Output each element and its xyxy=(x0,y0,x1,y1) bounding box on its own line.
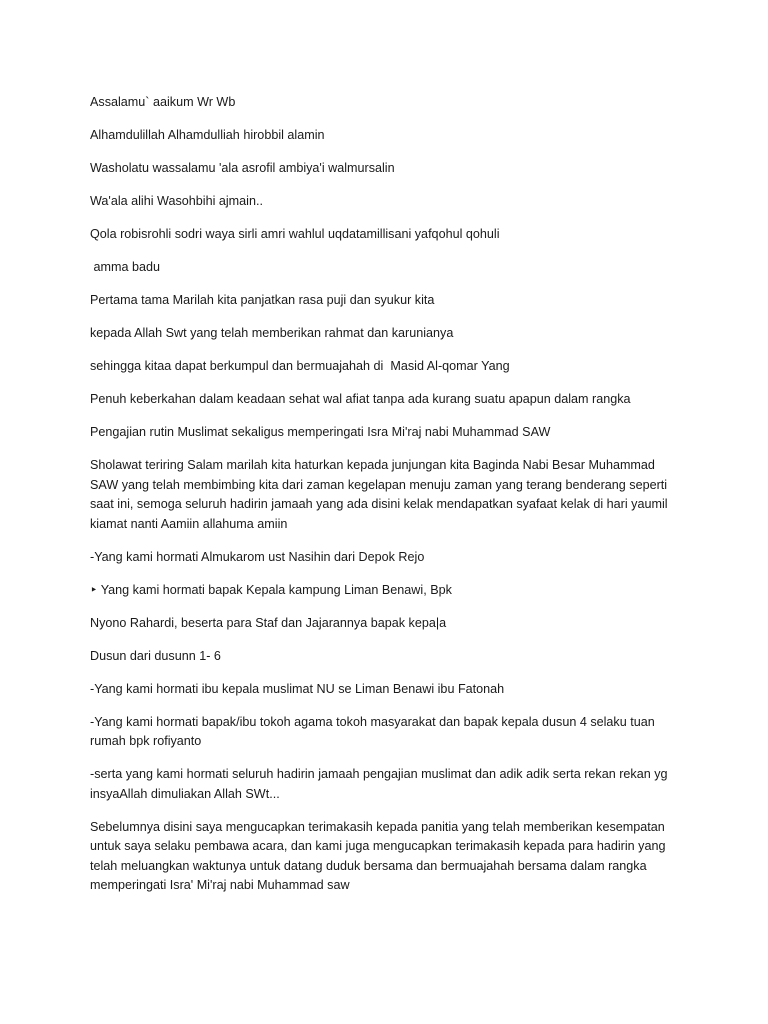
paragraph-sholawat-salam: Sholawat teriring Salam marilah kita haturkan kepada junjungan kita Baginda Nabi Besar Muhammad SAW yang telah membimbing kita dari zaman kegelapan menuju zaman yang terang benderang seperti saat ini, semoga seluruh hadirin jamaah yang ada disini kelak mendapatkan syafaat kelak di hari yaumil kiamat nanti Aamiin allahuma amiin xyxy=(90,458,672,531)
paragraph-sholawat: Washolatu wassalamu 'ala asrofil ambiya'i walmursalin xyxy=(90,161,395,175)
paragraph-hamdalah: Alhamdulillah Alhamdulliah hirobbil alamin xyxy=(90,128,325,142)
paragraph-greeting: Assalamu` aaikum Wr Wb xyxy=(90,95,236,109)
paragraph-opening-3: sehingga kitaa dapat berkumpul dan bermuajahah di Masid Al-qomar Yang xyxy=(90,359,510,373)
paragraph-opening-5: Pengajian rutin Muslimat sekaligus memperingati Isra Mi'raj nabi Muhammad SAW xyxy=(90,425,551,439)
paragraph-ala-alihi: Wa'ala alihi Wasohbihi ajmain.. xyxy=(90,194,263,208)
paragraph-honor-kepala-kampung: ‣ Yang kami hormati bapak Kepala kampung Liman Benawi, Bpk xyxy=(90,582,452,597)
paragraph-amma-badu: amma badu xyxy=(90,260,161,274)
paragraph-honor-muslimat: -Yang kami hormati ibu kepala muslimat NU se Liman Benawi ibu Fatonah xyxy=(90,681,505,696)
document-body xyxy=(90,93,670,909)
paragraph-honor-tokoh: -Yang kami hormati bapak/ibu tokoh agama tokoh masyarakat dan bapak kepala dusun 4 selaku tuan rumah bpk rofiyanto xyxy=(90,714,659,748)
paragraph-opening-4: Penuh keberkahan dalam keadaan sehat wal afiat tanpa ada kurang suatu apapun dalam rangka xyxy=(90,392,631,406)
paragraph-honor-hadirin: -serta yang kami hormati seluruh hadirin jamaah pengajian muslimat dan adik adik serta rekan rekan yg insyaAllah dimuliakan Allah SWt... xyxy=(90,767,672,801)
paragraph-honor-dusun: Dusun dari dusunn 1- 6 xyxy=(90,648,221,663)
paragraph-doa: Qola robisrohli sodri waya sirli amri wahlul uqdatamillisani yafqohul qohuli xyxy=(90,227,500,241)
paragraph-honor-staf: Nyono Rahardi, beserta para Staf dan Jajarannya bapak kepa|a xyxy=(90,615,447,630)
paragraph-honor-ustadz: -Yang kami hormati Almukarom ust Nasihin dari Depok Rejo xyxy=(90,549,425,564)
paragraph-opening-2: kepada Allah Swt yang telah memberikan rahmat dan karunianya xyxy=(90,326,454,340)
paragraph-opening-1: Pertama tama Marilah kita panjatkan rasa puji dan syukur kita xyxy=(90,293,435,307)
paragraph-terimakasih: Sebelumnya disini saya mengucapkan terimakasih kepada panitia yang telah memberikan kesempatan untuk saya selaku pembawa acara, dan kami juga mengucapkan terimakasih kepada para hadirin yang telah meluangkan waktunya untuk datang duduk bersama dan bermuajahah bersama dalam rangka memperingati Isra' Mi'raj nabi Muhammad saw xyxy=(90,819,669,892)
